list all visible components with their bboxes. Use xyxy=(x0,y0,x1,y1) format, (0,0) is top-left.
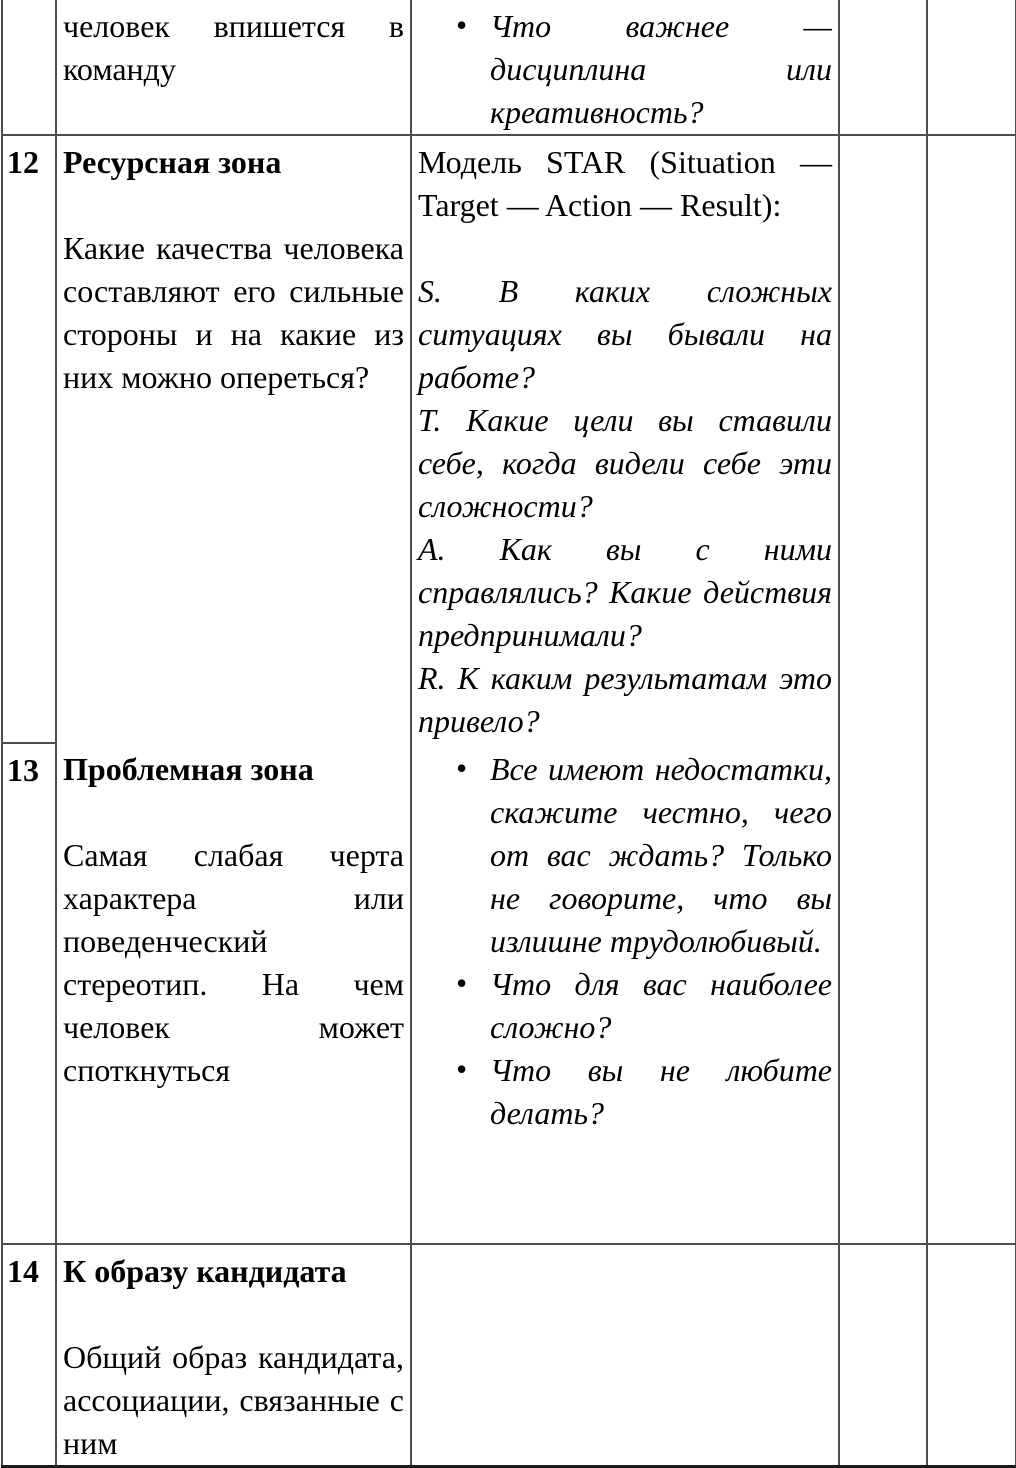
question-bullet-item xyxy=(418,5,832,134)
topic-body: Какие качества человека составляют его сильные стороны и на какие из них можно опереться? xyxy=(63,230,404,395)
question-text: Все имеют недостатки, скажите честно, чего от вас ждать? Только не говорите, что вы излишне трудолюбивый. xyxy=(490,751,832,959)
bullet-icon: • xyxy=(456,1051,468,1087)
row-number-cell: 12 xyxy=(2,135,56,743)
questions-cell xyxy=(411,0,839,135)
bullet-icon: • xyxy=(456,7,468,43)
topic-title: К образу кандидата xyxy=(63,1253,347,1289)
questions-cell xyxy=(411,743,839,1244)
question-bullet-item xyxy=(418,1049,832,1135)
score-cell xyxy=(927,0,1016,135)
row-number-cell xyxy=(2,0,56,135)
star-question-s: S. В каких сложных ситуациях вы бывали на работе? xyxy=(418,273,832,395)
questions-intro: Модель STAR (Situation — Target — Action — Result): xyxy=(418,144,832,223)
notes-cell xyxy=(839,1244,927,1467)
star-question-t: T. Какие цели вы ставили себе, когда видели себе эти сложности? xyxy=(418,402,832,524)
row-number-cell: 14 xyxy=(7,1253,39,1289)
topic-body: человек впишется в команду xyxy=(63,8,404,87)
question-bullet-item xyxy=(418,748,832,963)
topic-cell xyxy=(56,0,411,135)
score-cell xyxy=(927,1244,1016,1467)
table-row xyxy=(2,0,1016,135)
table-row xyxy=(2,1244,1016,1467)
interview-questions-table xyxy=(1,0,1016,1468)
topic-body: Общий образ кандидата, ассоциации, связанные с ним xyxy=(63,1339,404,1461)
star-question-a: A. Как вы с ними справлялись? Какие действия предпринимали? xyxy=(418,531,832,653)
topic-title: Проблемная зона xyxy=(63,751,314,787)
notes-cell xyxy=(839,0,927,135)
notes-cell xyxy=(839,743,927,1244)
questions-cell xyxy=(411,1244,839,1467)
question-text: Что важнее — дисциплина или креативность? xyxy=(490,8,832,130)
score-cell xyxy=(927,135,1016,743)
star-question-r: R. К каким результатам это привело? xyxy=(418,660,832,739)
table-row xyxy=(2,743,1016,1244)
questions-cell xyxy=(411,135,839,743)
score-cell xyxy=(927,743,1016,1244)
topic-cell xyxy=(56,135,411,743)
question-text: Что вы не любите делать? xyxy=(490,1052,832,1131)
question-bullet-item xyxy=(418,963,832,1049)
topic-body: Самая слабая черта характера или поведенческий стереотип. На чем человек может споткнуться xyxy=(63,837,404,1088)
question-text: Что для вас наиболее сложно? xyxy=(490,966,832,1045)
topic-cell xyxy=(56,1244,411,1467)
table-row xyxy=(2,135,1016,743)
bullet-icon: • xyxy=(456,750,468,786)
topic-cell xyxy=(56,743,411,1244)
topic-title: Ресурсная зона xyxy=(63,144,282,180)
row-number-cell: 13 xyxy=(2,743,56,1244)
bullet-icon: • xyxy=(456,965,468,1001)
notes-cell xyxy=(839,135,927,743)
